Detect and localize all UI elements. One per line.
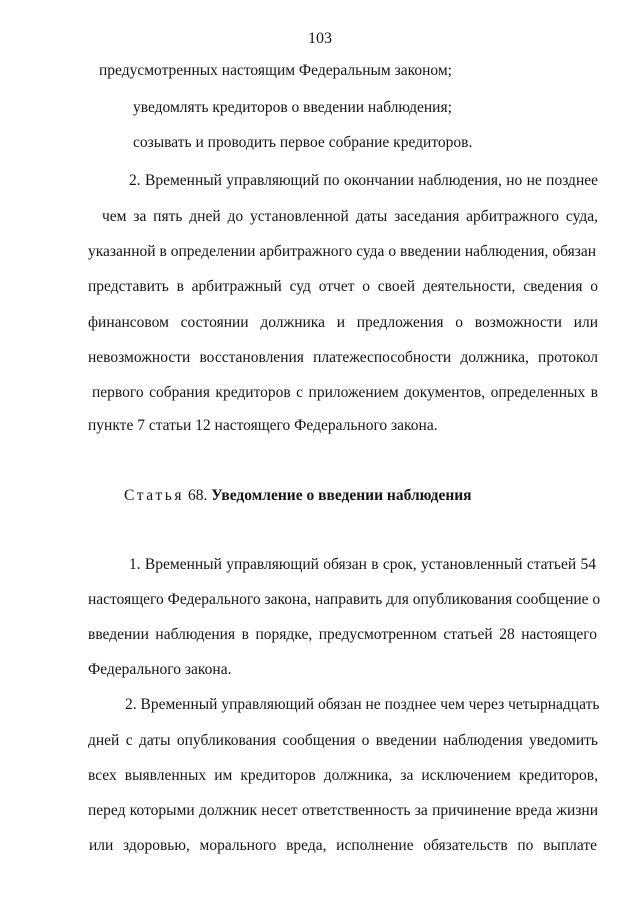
text-line: настоящего Федерального закона, направить для опубликования сообщение о bbox=[88, 591, 601, 608]
text-line: пункте 7 статьи 12 настоящего Федерального закона. bbox=[88, 417, 438, 434]
text-line: первого собрания кредиторов с приложением документов, определенных в bbox=[92, 384, 598, 401]
page-number: 103 bbox=[308, 30, 332, 47]
text-line: или здоровью, морального вреда, исполнение обязательств по выплате bbox=[89, 837, 597, 854]
text-line: финансовом состоянии должника и предложения о возможности или bbox=[88, 314, 598, 331]
text-line: всех выявленных им кредиторов должника, за исключением кредиторов, bbox=[88, 767, 598, 784]
text-line: уведомлять кредиторов о введении наблюдения; bbox=[133, 99, 452, 116]
article-heading bbox=[124, 486, 634, 506]
text-line: введении наблюдения в порядке, предусмотренном статьей 28 настоящего bbox=[88, 626, 597, 643]
text-line: 2. Временный управляющий по окончании наблюдения, но не позднее bbox=[129, 172, 598, 189]
text-line: чем за пять дней до установленной даты заседания арбитражного суда, bbox=[102, 208, 598, 225]
text-line: дней с даты опубликования сообщения о введении наблюдения уведомить bbox=[88, 732, 598, 749]
text-line: перед которыми должник несет ответственность за причинение вреда жизни bbox=[88, 802, 598, 819]
article-number: 68. bbox=[188, 487, 208, 504]
article-title: Уведомление о введении наблюдения bbox=[211, 487, 472, 504]
text-line: 2. Временный управляющий обязан не позднее чем через четырнадцать bbox=[125, 696, 600, 713]
text-line: 1. Временный управляющий обязан в срок, установленный статьей 54 bbox=[129, 556, 596, 573]
text-line: предусмотренных настоящим Федеральным законом; bbox=[99, 62, 452, 79]
text-line: созывать и проводить первое собрание кредиторов. bbox=[133, 134, 473, 151]
text-line: Федерального закона. bbox=[88, 661, 232, 678]
text-line: представить в арбитражный суд отчет о своей деятельности, сведения о bbox=[88, 278, 598, 295]
text-line: невозможности восстановления платежеспособности должника, протокол bbox=[88, 349, 598, 366]
text-line: указанной в определении арбитражного суда о введении наблюдения, обязан bbox=[88, 243, 596, 260]
article-label: Статья bbox=[124, 487, 185, 504]
